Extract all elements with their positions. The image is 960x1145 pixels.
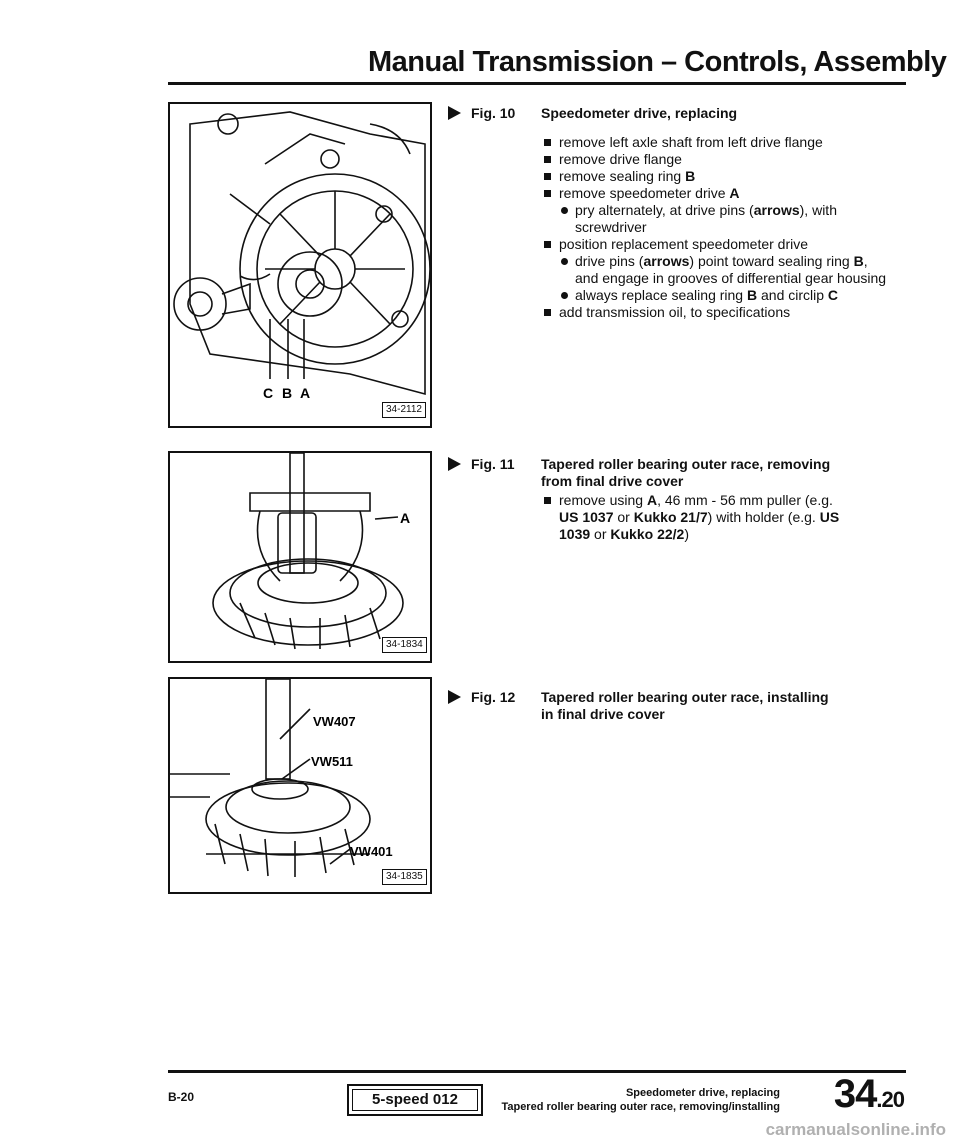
version-box <box>347 1084 483 1116</box>
pointer-arrow-icon <box>448 690 461 704</box>
figure-ref-34-2112: 34-2112 <box>382 402 426 418</box>
page-title: Manual Transmission – Controls, Assembly <box>368 46 947 78</box>
figure-11-illustration <box>168 451 432 663</box>
callout-b: B <box>282 385 293 401</box>
callout-vw511: VW511 <box>311 754 353 769</box>
puller-drawing <box>170 453 430 661</box>
sub-list <box>559 253 888 304</box>
list-item: pry alternately, at drive pins (arrows), with screwdriver <box>559 202 888 236</box>
callout-c: C <box>263 385 274 401</box>
list-item: add transmission oil, to specifications <box>541 304 888 321</box>
callout-vw401: VW401 <box>350 844 393 859</box>
sub-list <box>559 202 888 236</box>
figure-title: Speedometer drive, replacing <box>541 105 738 121</box>
list-item: position replacement speedometer drive drive pins (arrows) point toward sealing ring B, and engage in grooves of differential gear housing always replace sealing ring B and circlip C <box>541 236 888 304</box>
figure-number: Fig. 11 <box>471 456 515 472</box>
section-heading <box>448 456 888 490</box>
page-code: B-20 <box>168 1090 195 1104</box>
figure-number: Fig. 10 <box>471 105 516 121</box>
footer-desc-line: Speedometer drive, replacing <box>625 1087 780 1099</box>
figure-ref-34-1834: 34-1834 <box>382 637 427 653</box>
section-heading <box>448 105 888 122</box>
footer-desc-line: Tapered roller bearing outer race, removing/installing <box>501 1101 780 1113</box>
watermark: carmanualsonline.info <box>765 1120 946 1139</box>
list-item: remove using A, 46 mm - 56 mm puller (e.g. US 1037 or Kukko 21/7) with holder (e.g. US 1039 or Kukko 22/2) <box>541 492 841 543</box>
figure-title: Tapered roller bearing outer race, removing from final drive cover <box>541 456 831 489</box>
footer-description <box>501 1086 780 1114</box>
list-item: remove speedometer drive A pry alternately, at drive pins (arrows), with screwdriver <box>541 185 888 236</box>
list-item: drive pins (arrows) point toward sealing ring B, and engage in grooves of differential gear housing <box>559 253 888 287</box>
figure-12-illustration <box>168 677 432 894</box>
section-fig-11 <box>448 456 888 543</box>
list-item: remove sealing ring B <box>541 168 888 185</box>
pointer-arrow-icon <box>448 106 461 120</box>
step-list <box>541 492 841 543</box>
footer-divider <box>168 1070 906 1073</box>
callout-a: A <box>300 385 311 401</box>
list-item: remove drive flange <box>541 151 888 168</box>
callout-a: A <box>400 510 411 526</box>
figure-number: Fig. 12 <box>471 689 516 705</box>
figure-title: Tapered roller bearing outer race, installing in final drive cover <box>541 689 829 722</box>
step-list <box>541 134 888 321</box>
transmission-drawing <box>170 104 430 426</box>
section-fig-10 <box>448 105 888 321</box>
pointer-arrow-icon <box>448 457 461 471</box>
installer-drawing <box>170 679 430 892</box>
figure-10-illustration <box>168 102 432 428</box>
figure-ref-34-1835: 34-1835 <box>382 869 427 885</box>
version-label: 5-speed 012 <box>372 1091 458 1108</box>
title-divider <box>168 82 906 85</box>
list-item: always replace sealing ring B and circlip C <box>559 287 888 304</box>
section-heading <box>448 689 888 723</box>
callout-vw407: VW407 <box>313 714 356 729</box>
list-item: remove left axle shaft from left drive flange <box>541 134 888 151</box>
section-fig-12 <box>448 689 888 723</box>
page-number: 34.20 <box>833 1072 904 1116</box>
